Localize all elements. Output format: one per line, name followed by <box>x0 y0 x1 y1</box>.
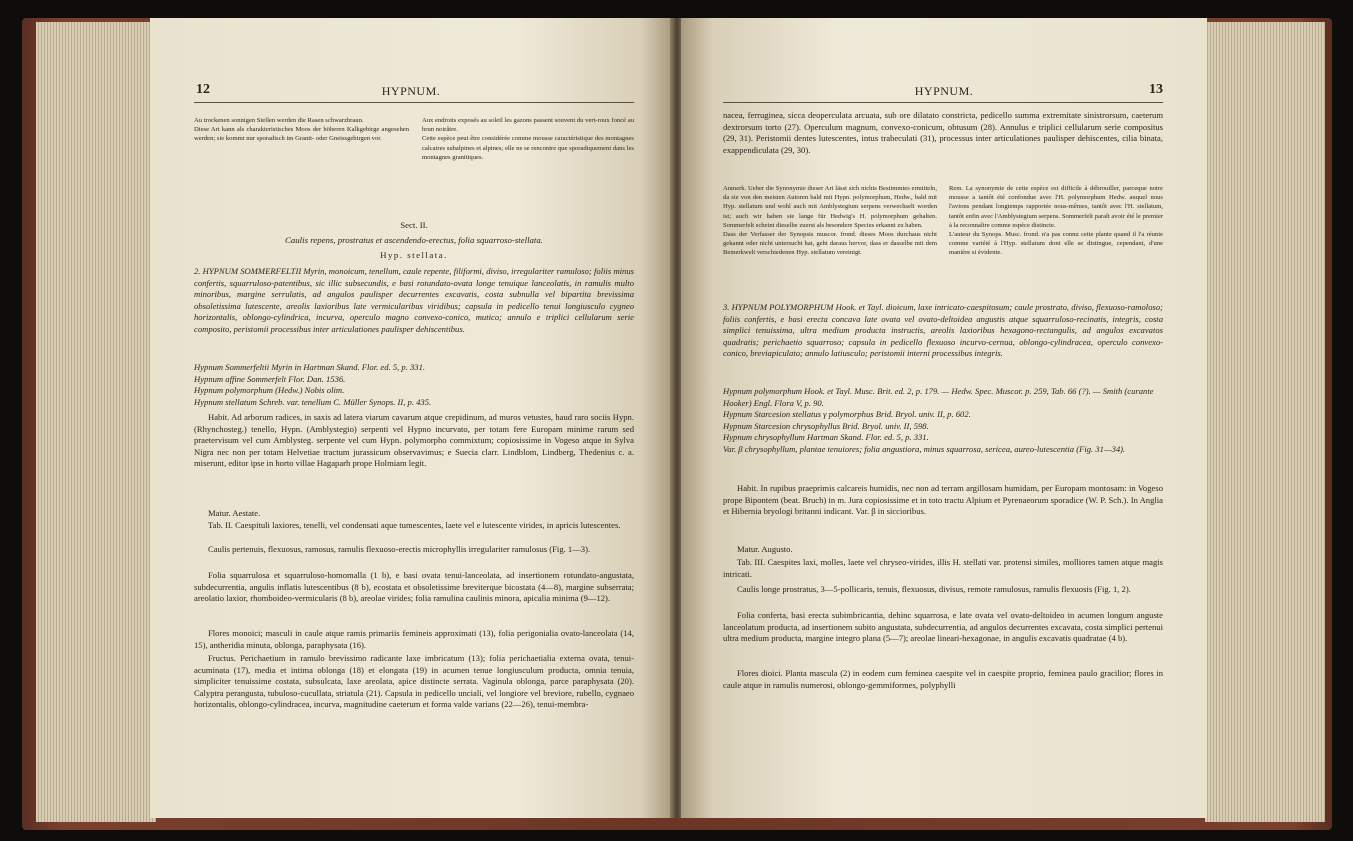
page-number: 12 <box>196 82 210 97</box>
synonyms: Hypnum polymorphum Hook. et Tayl. Musc. Brit. ed. 2, p. 179. — Hedw. Spec. Muscor. p. 259, Tab. 66 (?). — Smith (curante Hooker) Engl. Flora V, p. 90. Hypnum Starcesion stellatus γ polymorphus Brid. Bryol. univ. II, p. 602. Hypnum Starcesion chrysophyllus Brid. Bryol. univ. II, 598. Hypnum chrysophyllum Hartman Skand. Flor. ed. 5, p. 331. Var. β chrysophyllum, plantae tenuiores; folia angustiora, minus squarrosa, sericea, aureo-lutescentia (Fig. 31—34). <box>723 386 1154 454</box>
fructus-description: Fructus. Perichaetium in ramulo brevissimo radicante laxe imbricatum (13); folia perichaetialia externa ovata, tenui-acuminata (17), media et intima oblonga (18) et elongata (19) in acumen tenue longiusculum producta, omnia tenuia, simpliciter tenuissime costata, subsulcata, laxe areolata, apice distincte serrata. Vaginula oblonga, parce paraphysata (20). Calyptra perangusta, tubuloso-cucullata, striatula (21). Capsula in pedicello unciali, vel longiore vel breviore, rubello, cygnaeo horizontalis, oblongo-cylindracea, incurva, magnitudine caeterum et forma valde varians (22—26), tenui-membra- <box>194 653 634 710</box>
caulis-description: Caulis pertenuis, flexuosus, ramosus, ramulis flexuoso-erectis microphyllis irregulariter ramulosus (Fig. 1—3). <box>208 544 591 554</box>
flores-description: Flores dioici. Planta mascula (2) in eodem cum feminea caespite vel in caespite proprio, feminea paulo gracilior; flores in caule atque in ramulis numerosi, oblongo-gemmiformes, polyphylli <box>723 668 1163 690</box>
page-number: 13 <box>1149 82 1163 97</box>
tab-description: Tab. II. Caespituli laxiores, tenelli, vel condensati aque tumescentes, laete vel e lutescente virides, in apricis lutescentes. <box>208 520 621 530</box>
habitat: Habit. In rupibus praeprimis calcareis humidis, nec non ad terram argillosam humidam, per Europam montosam: in Vogeso prope Bipontem (beat. Bruch) in m. Jura copiosissime et in toto tractu Alpium et Pyrenaeorum sporadice (W. P. Sch.). In Anglia et Hibernia bryologi britanni indicant. Var. β in siccioribus. <box>723 483 1163 517</box>
section-diagnosis: Caulis repens, prostratus et ascendendo-erectus, folia squarroso-stellata. <box>285 235 543 245</box>
page-edges-right <box>1205 22 1325 822</box>
continuation-text: nacea, ferruginea, sicca deoperculata arcuata, sub ore dilatato constricta, pedicello summa extremitate sinistrorsum, caeterum dextrorsum torto (27). Operculum magnum, convexo-conicum, obtusum (28). Annulus e triplici cellularum serie compositus (29, 31). Peristomii dentes lutescentes, intus trabeculati (31), processus inter articulationes paulisper dehiscentes, cilia binata, exappendiculata (29, 30). <box>723 110 1163 155</box>
synonyms: Hypnum Sommerfeltii Myrin in Hartman Skand. Flor. ed. 5, p. 331. Hypnum affine Sommerfelt Flor. Dan. 1536. Hypnum polymorphum (Hedw.) Nobis olim. Hypnum stellatum Schreb. var. tenellum C. Müller Synops. II, p. 435. <box>194 362 432 407</box>
section-name: Hyp. stellata. <box>380 250 448 260</box>
right-page <box>681 18 1207 818</box>
running-head: HYPNUM. <box>914 84 974 98</box>
french-note: Rem. La synonymie de cette espèce est difficile à débrouiller, parceque notre mousse a tantôt été confondue avec l'H. polymorphum Hedw. auquel nous l'avions pendant longtemps rapportée nous-mêmes, tantôt avec l'H. stellatum, tantôt enfin avec l'Amblystegium serpens. Sommerfelt paraît avoir été le premier à la reconnaître comme espèce distincte. L'auteur du Synops. Musc. frond. n'a pas connu cette plante quand il l'a réunie comme variété à l'Hyp. stellatum dont elle se distingue, cependant, d'une manière si évidente. <box>949 185 1163 257</box>
tab-description: Tab. III. Caespites laxi, molles, laete vel chryseo-virides, illis H. stellati var. protensi similes, molliores tamen atque magis intricati. <box>723 557 1163 579</box>
maturity: Matur. Aestate. <box>208 508 261 518</box>
caulis-description: Caulis longe prostratus, 3—5-pollicaris, tenuis, flexuosus, divisus, remote ramulosus, ramulis flexuosis (Fig. 1, 2). <box>737 584 1131 594</box>
header-rule <box>723 102 1163 103</box>
german-note: Au trockenen sonnigen Stellen werden die Rasen schwarzbraun. Diese Art kann als charakteristisches Moos der höheren Kalkgebirge angesehen werden; sie kommt nur sporadisch im Granit- oder Gneissgebirgen vor. <box>194 117 409 143</box>
flores-description: Flores monoici; masculi in caule atque ramis primariis femineis approximati (13), folia perigonialia ovato-lanceolata (14, 15), antheridia minuta, oblonga, paraphysata (16). <box>194 628 634 650</box>
section-title: Sect. II. <box>400 220 428 230</box>
folia-description: Folia squarrulosa et squarruloso-homomalla (1 b), e basi ovata tenui-lanceolata, ad insertionem rotundato-angustata, subdecurrentia, angulis inflatis lutescentibus (8 b), ecostata et obsoletissime breviterque bicostata (4—8), margine subserrata; areolatio laxior, rhomboideo-vermicularis (8 b), areolae virides; folia ramulina caulinis minora, apicalia minima (9—12). <box>194 570 634 604</box>
maturity: Matur. Augusto. <box>737 544 793 554</box>
french-note: Aux endroits exposés au soleil les gazons passent souvent du vert-roux foncé au brun noirâtre. Cette espèce peut être considérée comme mousse caractéristique des montagnes calcaires subalpines et alpines; elle ne se rencontre que sporadiquement dans les montagnes granitiques. <box>422 117 634 161</box>
species-heading: 2. HYPNUM SOMMERFELTII Myrin, monoicum, tenellum, caule repente, filiformi, diviso, irregulariter ramuloso; foliis minus confertis, squarruloso-patentibus, sic illic subsecundis, e basi rotundato-ovata longe tenuique lanceolatis, in ramulis multo minoribus, margine serrulatis, ad angulos paulisper decurrentes excavatis, costa subnulla vel bipartita brevissima obsoletissima lutescente, areolis laxioribus late vermicularibus viridibus; capsula in pedicello tenui longiusculo cygneo horizontalis, oblongo-cylindrica, incurva, operculo magno convexo-conico, mutico; annulo e triplici cellularum serie composito, peristomii processibus inter articulationes paulisper dehiscentibus. <box>194 266 634 334</box>
header-rule <box>194 102 634 103</box>
species-heading: 3. HYPNUM POLYMORPHUM Hook. et Tayl. dioicum, laxe intricato-caespitosum; caule prostrato, diviso, flexuoso-ramoloso; foliis confertis, e basi erecta concava late ovata vel ovato-deltoidea angustis atque squarruloso-recinatis, integris, costa simplici tenuissima, ultra medium producta instructis, areolis laxioribus hexagono-rectangulis, ad angulos excavatos quadratis; perichaetio squarroso; capsula in pedicello flexuoso incurvo-cernua, oblongo-cylindracea, operculo convexo-conico, breviapiculato; annulo latiusculo; peristomii interni processibus integris. <box>723 302 1163 359</box>
page-edges-left <box>36 22 156 822</box>
german-note: Anmerk. Ueber die Synonymie dieser Art lässt sich nichts Bestimmtes ermitteln, da sie von den meisten Autoren bald mit Hypn. polymorphum, Hedw., bald mit Hyp. stellatum und wohl auch mit Amblystegium serpens verwechselt worden ist; auch wir haben sie lange für Hedwig's H. polymorphum gehalten. Sommerfelt scheint dieselbe zuerst als besondere Species erkannt zu haben. Dass der Verfasser der Synopsis muscor. frond. dieses Moos durchaus nicht gekannt oder nicht untersucht hat, geht daraus hervor, dass er dasselbe mit dem Bemerkwelt verschiedenen Hyp. stellatum vereinigt. <box>723 185 937 257</box>
folia-description: Folia conferta, basi erecta subimbricantia, dehinc squarrosa, e late ovata vel ovato-deltoideo in acumen longum anguste lanceolatum producta, ad insertionem subito angustata, subdecurrentia, ad angulos decurrentes excavata, costa simplici pertenui ultra medium producta, margine integro plana (5—7); areolae lineari-hexagonae, in angulis excavatis quadratae (4 b). <box>723 610 1163 644</box>
habitat: Habit. Ad arborum radices, in saxis ad latera viarum cavarum atque crepidinum, ad muros vetustes, haud raro sociis Hypn. (Rhynchosteg.) tenello, Hypn. (Amblystegio) serpenti vel Hypno incurvato, per totam fere Europam minime rarum sed praetervisum vel cum Amblysteg. serpente vel cum Hypn. polymorpho commixtum; copiosissime in Vogeso atque in Sylva Nigra nec non per totam Helvetiae tractum jurassicum observavimus; e Suecia clarr. Lindblom, Lindberg, Thedenius c. a. miserunt, editor ipse in horto villae Hagaparh prope Holmiam legit. <box>194 412 634 469</box>
running-head: HYPNUM. <box>381 84 441 98</box>
left-page <box>150 18 672 818</box>
